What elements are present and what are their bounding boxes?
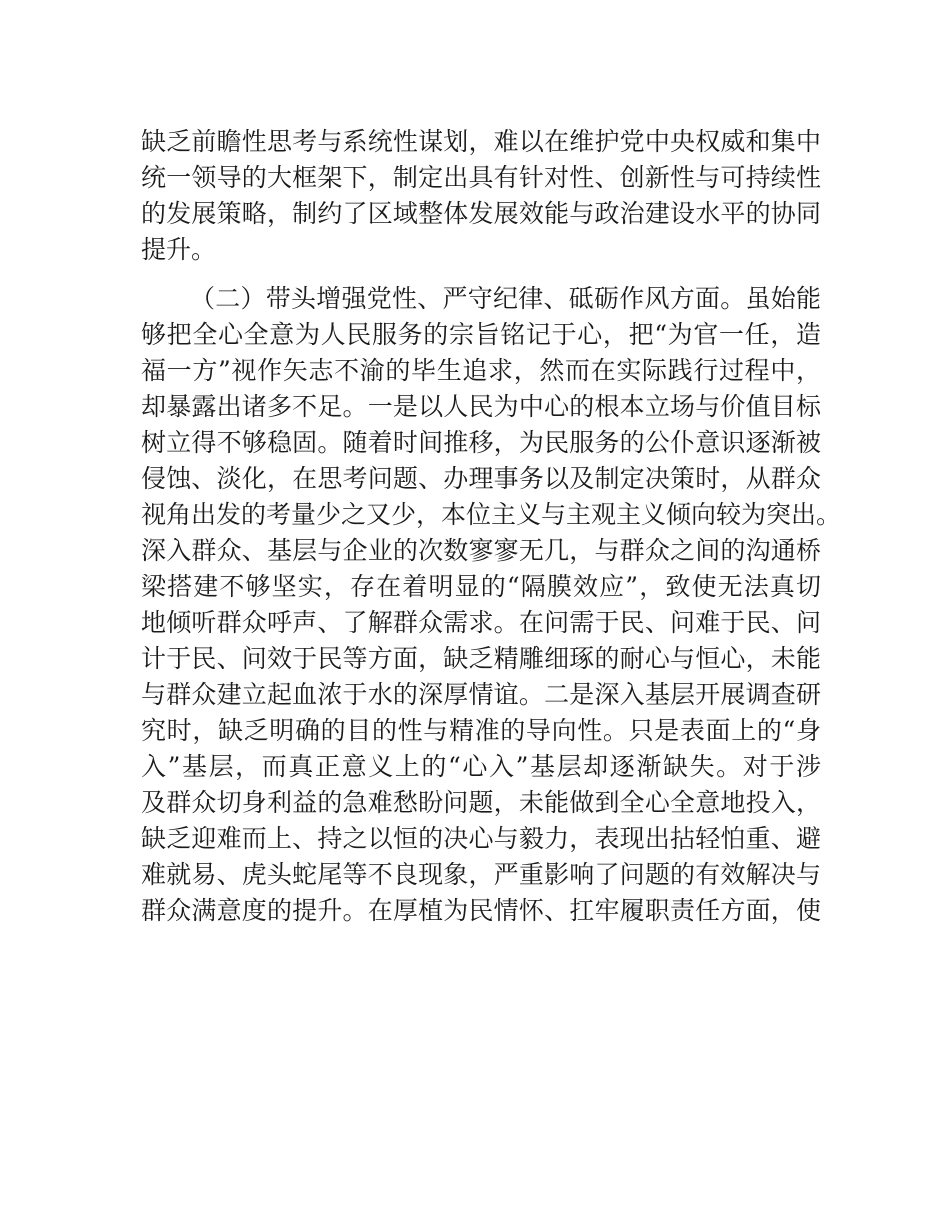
document-body <box>141 124 842 929</box>
text-line: 树立得不够稳固。随着时间推移，为民服务的公仆意识逐渐被 <box>141 428 821 457</box>
text-line: 缺乏迎难而上、持之以恒的决心与毅力，表现出拈轻怕重、避 <box>141 824 821 853</box>
text-line: 难就易、虎头蛇尾等不良现象，严重影响了问题的有效解决与 <box>141 860 821 889</box>
text-line: 究时，缺乏明确的目的性与精准的导向性。只是表面上的“身 <box>141 716 821 745</box>
text-line: 群众满意度的提升。在厚植为民情怀、扛牢履职责任方面，使 <box>141 896 821 925</box>
paragraph-gap <box>141 268 821 281</box>
paragraph-1 <box>141 124 821 268</box>
text-line: 统一领导的大框架下，制定出具有针对性、创新性与可持续性 <box>141 163 821 192</box>
text-line: 入”基层，而真正意义上的“心入”基层却逐渐缺失。对于涉 <box>141 752 821 781</box>
section-heading-line: （二）带头增强党性、严守纪律、砥砺作风方面。虽始能 <box>190 284 821 313</box>
text-line: 提升。 <box>141 235 217 264</box>
text-line: 梁搭建不够坚实，存在着明显的“隔膜效应”，致使无法真切 <box>141 572 821 601</box>
text-line: 侵蚀、淡化，在思考问题、办理事务以及制定决策时，从群众 <box>141 464 821 493</box>
text-line: 视角出发的考量少之又少，本位主义与主观主义倾向较为突出。 <box>141 500 842 529</box>
text-line: 及群众切身利益的急难愁盼问题，未能做到全心全意地投入， <box>141 788 821 817</box>
text-line: 却暴露出诸多不足。一是以人民为中心的根本立场与价值目标 <box>141 392 821 421</box>
text-line: 福一方”视作矢志不渝的毕生追求，然而在实际践行过程中， <box>141 356 821 385</box>
text-line: 缺乏前瞻性思考与系统性谋划，难以在维护党中央权威和集中 <box>141 127 821 156</box>
paragraph-2 <box>141 281 842 929</box>
text-line: 够把全心全意为人民服务的宗旨铭记于心，把“为官一任，造 <box>141 320 821 349</box>
text-line: 地倾听群众呼声、了解群众需求。在问需于民、问难于民、问 <box>141 608 821 637</box>
text-line: 计于民、问效于民等方面，缺乏精雕细琢的耐心与恒心，未能 <box>141 644 821 673</box>
text-line: 与群众建立起血浓于水的深厚情谊。二是深入基层开展调查研 <box>141 680 821 709</box>
text-line: 的发展策略，制约了区域整体发展效能与政治建设水平的协同 <box>141 199 821 228</box>
text-line: 深入群众、基层与企业的次数寥寥无几，与群众之间的沟通桥 <box>141 536 821 565</box>
